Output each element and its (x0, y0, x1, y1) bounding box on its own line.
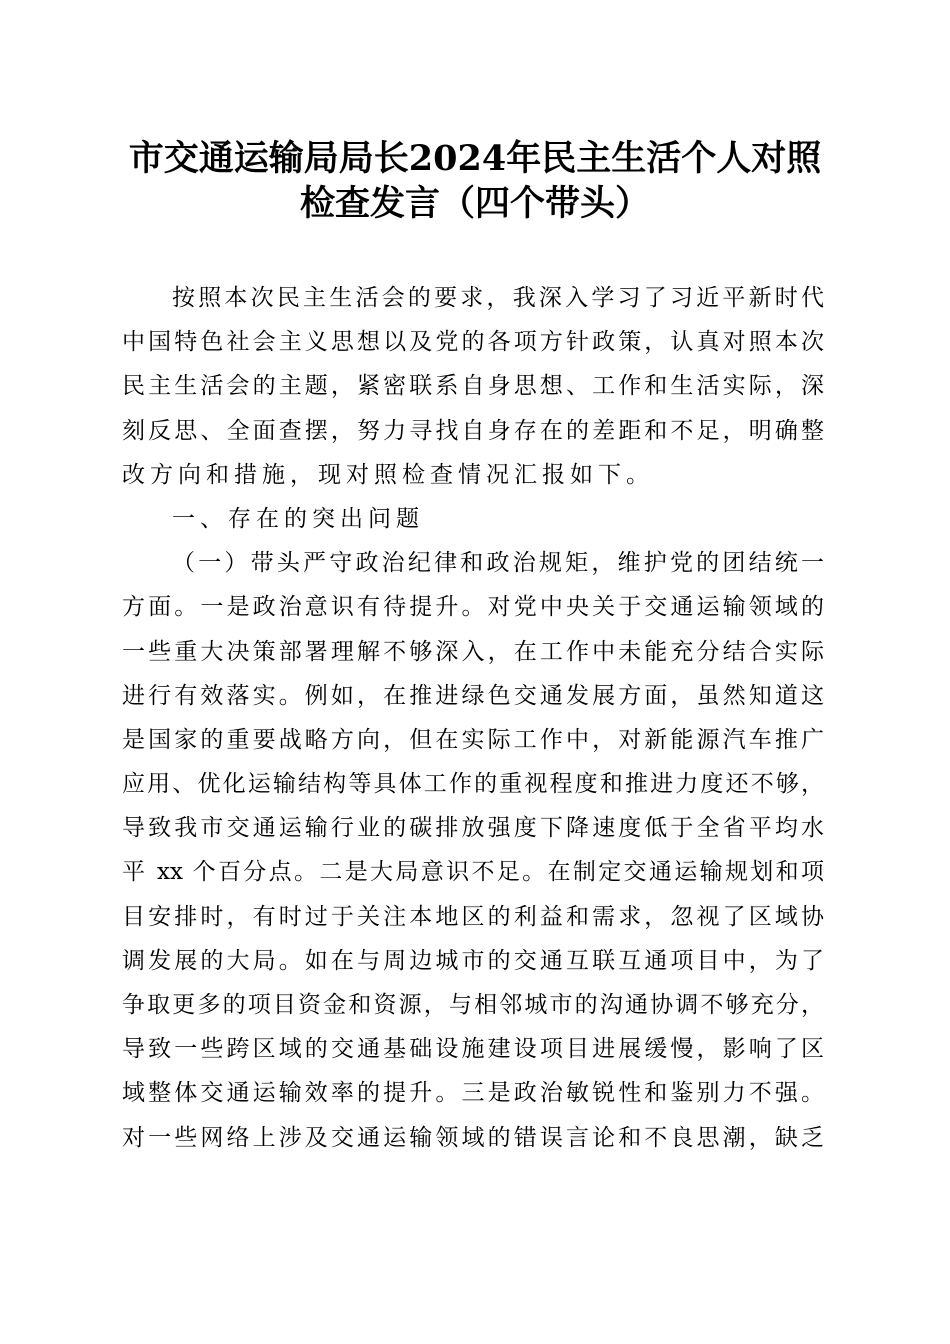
intro-line: 民主生活会的主题，紧密联系自身思想、工作和生活实际，深 (122, 373, 824, 400)
document-body (122, 276, 824, 1160)
section-line: 应用、优化运输结构等具体工作的重视程度和推进力度还不够， (122, 771, 824, 798)
section-heading: 一、存在的突出问题 (172, 505, 424, 532)
section-line: 争取更多的项目资金和资源，与相邻城市的沟通协调不够充分， (122, 992, 824, 1018)
section-line: 域整体交通运输效率的提升。三是政治敏锐性和鉴别力不强。 (122, 1080, 824, 1107)
section-line: （一）带头严守政治纪律和政治规矩，维护党的团结统一 (172, 550, 824, 577)
section-line: 调发展的大局。如在与周边城市的交通互联互通项目中，为了 (122, 947, 824, 974)
section-line: 导致一些跨区域的交通基础设施建设项目进展缓慢，影响了区 (122, 1036, 824, 1063)
section-line: 是国家的重要战略方向，但在实际工作中，对新能源汽车推广 (122, 726, 824, 753)
section-line: 一些重大决策部署理解不够深入，在工作中未能充分结合实际 (122, 638, 824, 665)
intro-line: 中国特色社会主义思想以及党的各项方针政策，认真对照本次 (122, 329, 824, 356)
section-line: 进行有效落实。例如，在推进绿色交通发展方面，虽然知道这 (122, 682, 824, 709)
document-title-line-1: 市交通运输局局长2024年民主生活个人对照 (128, 138, 822, 179)
intro-line: 按照本次民主生活会的要求，我深入学习了习近平新时代 (172, 285, 824, 311)
intro-line: 改方向和措施，现对照检查情况汇报如下。 (122, 461, 654, 488)
section-line: 方面。一是政治意识有待提升。对党中央关于交通运输领域的 (122, 594, 824, 621)
section-line: 目安排时，有时过于关注本地区的利益和需求，忽视了区域协 (122, 903, 824, 930)
section-line: 对一些网络上涉及交通运输领域的错误言论和不良思潮，缺乏 (122, 1124, 824, 1151)
intro-line: 刻反思、全面查摆，努力寻找自身存在的差距和不足，明确整 (122, 417, 824, 444)
section-line: 导致我市交通运输行业的碳排放强度下降速度低于全省平均水 (122, 815, 824, 842)
section-line: 平 xx 个百分点。二是大局意识不足。在制定交通运输规划和项 (122, 859, 824, 886)
document-title-line-2: 检查发言（四个带头） (299, 183, 650, 224)
